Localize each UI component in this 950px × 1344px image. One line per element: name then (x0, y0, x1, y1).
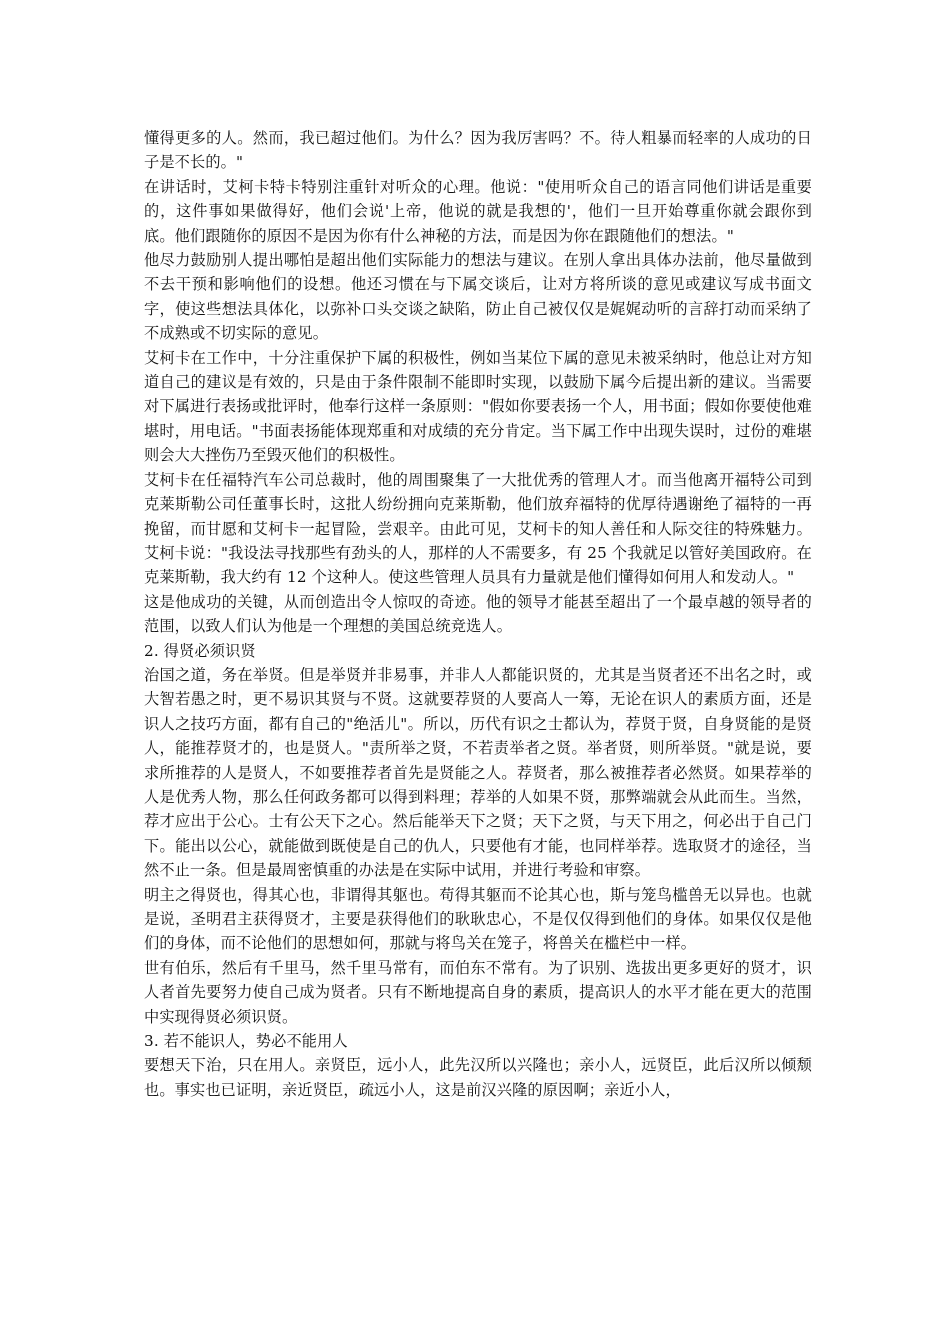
section-heading: 2. 得贤必须识贤 (144, 641, 256, 660)
section-heading: 3. 若不能识人，势必不能用人 (144, 1032, 348, 1051)
paragraph: 世有伯乐，然后有千里马，然千里马常有，而伯东不常有。为了识别、选拔出更多更好的贤才，识人者首先要努力使自己成为贤者。只有不断地提高自身的素质，提高识人的水平才能在更大的范围中实现得贤必须识贤。 (144, 958, 812, 1026)
paragraph: 明主之得贤也，得其心也，非谓得其躯也。苟得其躯而不论其心也，斯与笼鸟槛兽无以异也。也就是说，圣明君主获得贤才，主要是获得他们的耿耿忠心，不是仅仅得到他们的身体。如果仅仅是他们的身体，而不论他们的思想如何，那就与将鸟关在笼子，将兽关在槛栏中一样。 (144, 885, 812, 953)
document-body (144, 126, 812, 1102)
paragraph: 他尽力鼓励别人提出哪怕是超出他们实际能力的想法与建议。在别人拿出具体办法前，他尽量做到不去干预和影响他们的设想。他还习惯在与下属交谈后，让对方将所谈的意见或建议写成书面文字，使这些想法具体化，以弥补口头交谈之缺陷，防止自己被仅仅是娓娓动听的言辞打动而采纳了不成熟或不切实际的意见。 (144, 251, 812, 343)
paragraph: 要想天下治，只在用人。亲贤臣，远小人，此先汉所以兴隆也；亲小人，远贤臣，此后汉所以倾颓也。事实也已证明，亲近贤臣，疏远小人，这是前汉兴隆的原因啊；亲近小人， (144, 1056, 812, 1099)
paragraph: 治国之道，务在举贤。但是举贤并非易事，并非人人都能识贤的，尤其是当贤者还不出名之时，或大智若愚之时，更不易识其贤与不贤。这就要荐贤的人要高人一筹，无论在识人的素质方面，还是识人之技巧方面，都有自己的"绝活儿"。所以，历代有识之士都认为，荐贤于贤，自身贤能的是贤人，能推荐贤才的，也是贤人。"责所举之贤，不若责举者之贤。举者贤，则所举贤。"就是说，要求所推荐的人是贤人，不如要推荐者首先是贤能之人。荐贤者，那么被推荐者必然贤。如果荐举的人是优秀人物，那么任何政务都可以得到料理；荐举的人如果不贤，那弊端就会从此而生。当然，荐才应出于公心。士有公天下之心。然后能举天下之贤；天下之贤，与天下用之，何必出于自己门下。能出以公心，就能做到既使是自己的仇人，只要他有才能，也同样举荐。选取贤才的途径，当然不止一条。但是最周密慎重的办法是在实际中试用，并进行考验和审察。 (144, 665, 812, 880)
paragraph: 艾柯卡在任福特汽车公司总裁时，他的周围聚集了一大批优秀的管理人才。而当他离开福特公司到克莱斯勒公司任董事长时，这批人纷纷拥向克莱斯勒，他们放弃福特的优厚待遇谢绝了福特的一再挽留，而甘愿和艾柯卡一起冒险，尝艰辛。由此可见，艾柯卡的知人善任和人际交往的特殊魅力。艾柯卡说："我设法寻找那些有劲头的人，那样的人不需要多，有 25 个我就足以管好美国政府。在克莱斯勒，我大约有 12 个这种人。使这些管理人员具有力量就是他们懂得如何用人和发动人。" (144, 470, 812, 587)
paragraph: 这是他成功的关键，从而创造出令人惊叹的奇迹。他的领导才能甚至超出了一个最卓越的领导者的范围，以致人们认为他是一个理想的美国总统竞选人。 (144, 592, 812, 636)
paragraph: 在讲话时，艾柯卡特卡特别注重针对听众的心理。他说："使用听众自己的语言同他们讲话是重要的，这件事如果做得好，他们会说'上帝，他说的就是我想的'，他们一旦开始尊重你就会跟你到底。他们跟随你的原因不是因为你有什么神秘的方法，而是因为你在跟随他们的想法。" (144, 177, 812, 245)
paragraph: 懂得更多的人。然而，我已超过他们。为什么？因为我厉害吗？不。待人粗暴而轻率的人成功的日子是不长的。" (144, 129, 812, 172)
paragraph: 艾柯卡在工作中，十分注重保护下属的积极性，例如当某位下属的意见未被采纳时，他总让对方知道自己的建议是有效的，只是由于条件限制不能即时实现，以鼓励下属今后提出新的建议。当需要对下属进行表扬或批评时，他奉行这样一条原则："假如你要表扬一个人，用书面；假如你要使他难堪时，用电话。"书面表扬能体现郑重和对成绩的充分肯定。当下属工作中出现失误时，过份的难堪则会大大挫伤乃至毁灭他们的积极性。 (144, 348, 812, 465)
